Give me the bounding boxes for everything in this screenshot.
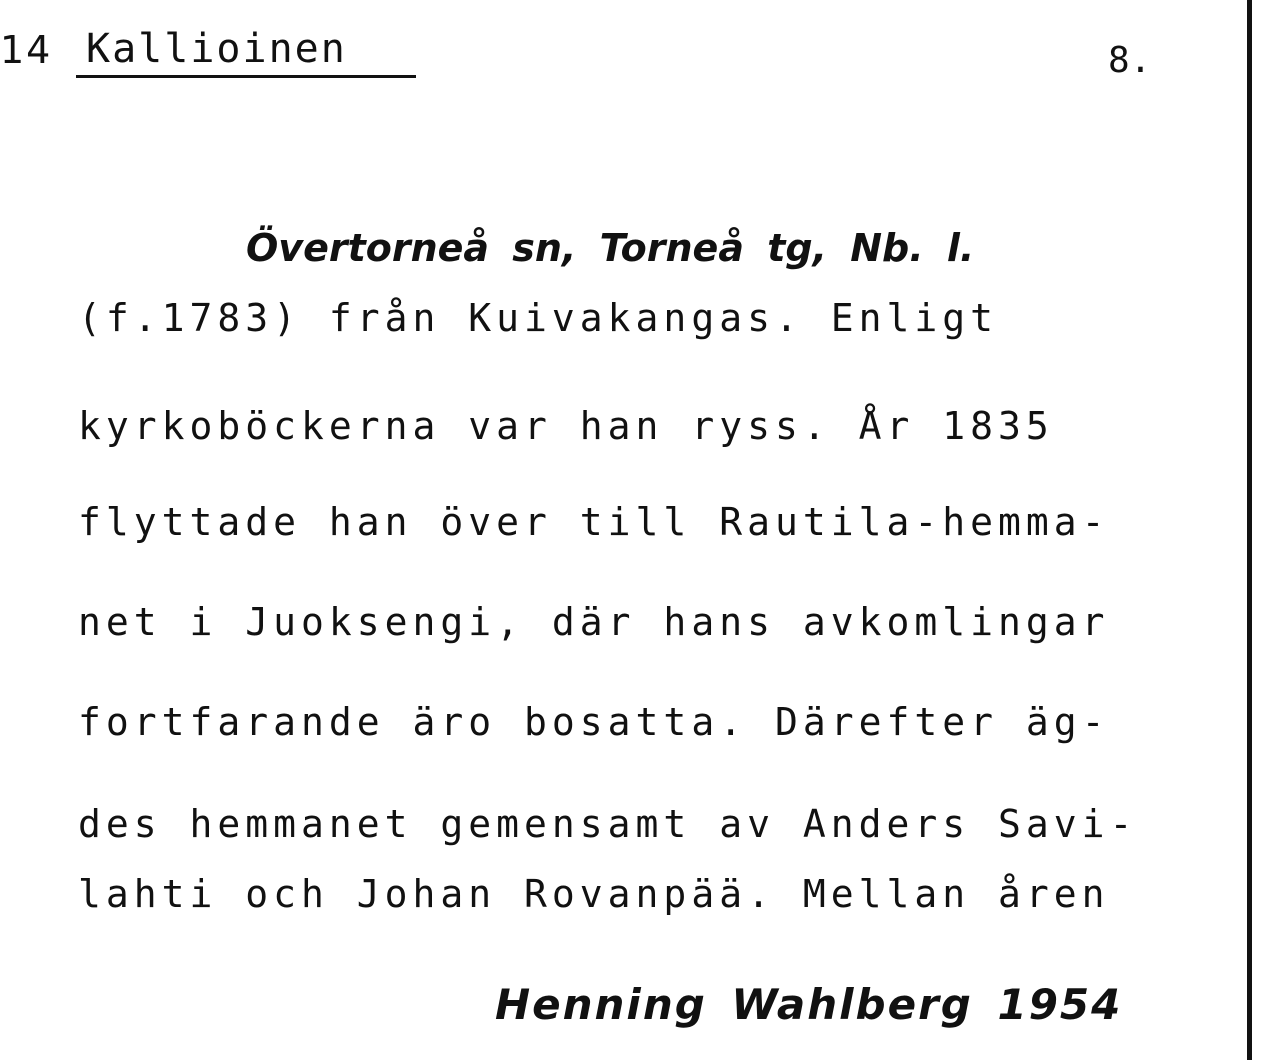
place-stamp: Övertorneå sn, Torneå tg, Nb. l. — [246, 226, 975, 270]
body-line-5: fortfarande äro bosatta. Därefter äg- — [78, 700, 1110, 744]
body-line-7: lahti och Johan Rovanpää. Mellan åren — [78, 872, 1110, 916]
surname-underline — [76, 75, 416, 78]
body-line-4: net i Juoksengi, där hans avkomlingar — [78, 600, 1110, 644]
surname-heading: Kallioinen — [86, 26, 347, 72]
signature-stamp: Henning Wahlberg 1954 — [495, 980, 1123, 1029]
page-number: 8. — [1108, 40, 1152, 81]
body-line-6: des hemmanet gemensamt av Anders Savi- — [78, 802, 1138, 846]
body-line-3: flyttade han över till Rautila-hemma- — [78, 500, 1110, 544]
card-right-edge — [1247, 0, 1252, 1060]
card-number: 14 — [0, 28, 53, 72]
body-line-2: kyrkoböckerna var han ryss. År 1835 — [78, 404, 1054, 448]
body-line-1: (f.1783) från Kuivakangas. Enligt — [78, 296, 998, 340]
